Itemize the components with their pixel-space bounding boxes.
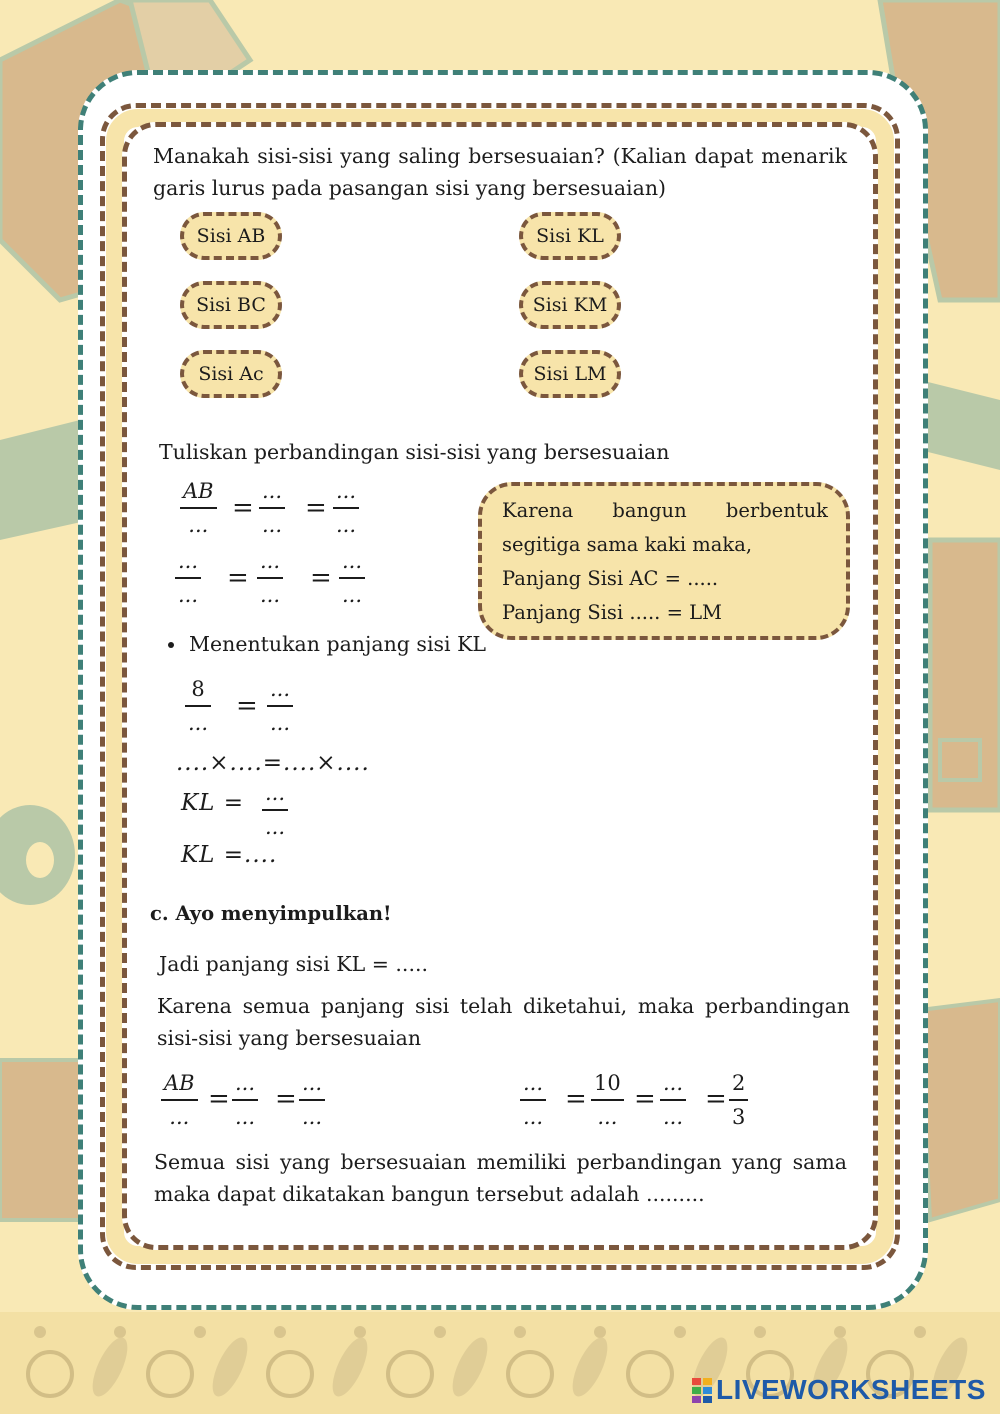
blank-input[interactable]: ... [597, 1105, 618, 1129]
fraction-ten: 10 ... [591, 1070, 624, 1130]
pill-sisi-ab[interactable]: Sisi AB [180, 212, 282, 260]
kl-answer[interactable]: Jadi panjang sisi KL = ..... [159, 952, 428, 976]
callout-line-3: Panjang Sisi AC = ..... [502, 567, 719, 590]
equals-sign: = [310, 563, 332, 593]
conclusion-paragraph: Karena semua panjang sisi telah diketahui, maka perbandingan sisi-sisi yang bersesuaian [157, 994, 850, 1050]
final-statement[interactable]: Semua sisi yang bersesuaian memiliki perbandingan yang sama maka dapat dikatakan bangun tersebut adalah ......... [154, 1150, 847, 1206]
blank-input[interactable]: ... [235, 1071, 256, 1095]
blank-input[interactable]: ... [270, 711, 291, 735]
pill-sisi-kl[interactable]: Sisi KL [519, 212, 621, 260]
isosceles-callout [478, 482, 850, 640]
kl-final[interactable]: KL =.... [181, 842, 278, 868]
equals-sign: = [305, 493, 327, 523]
cross-multiply-line[interactable]: ....×....=....×.... [176, 750, 370, 776]
fraction-blank [232, 1070, 258, 1130]
liveworksheets-logo[interactable]: LIVEWORKSHEETS [716, 1374, 986, 1405]
blank-input[interactable]: ... [188, 711, 209, 735]
equals-sign: = [227, 563, 249, 593]
blank-input[interactable]: ... [178, 549, 199, 573]
pill-sisi-lm[interactable]: Sisi LM [519, 350, 621, 398]
blank-input[interactable]: ... [260, 583, 281, 607]
section-heading: c. Ayo menyimpulkan! [150, 902, 392, 925]
fraction-blank [333, 478, 359, 538]
fraction-ab: AB ... [161, 1070, 198, 1130]
fraction-blank [257, 548, 283, 608]
blank-input[interactable]: ... [336, 479, 357, 503]
bullet-dot [168, 642, 174, 648]
blank-input[interactable]: ... [235, 1105, 256, 1129]
intro-question: Manakah sisi-sisi yang saling bersesuaian? (Kalian dapat menarik garis lurus pada pasangan sisi yang bersesuaian) [153, 144, 847, 200]
kl-label: KL = [181, 790, 245, 816]
ratio-instruction: Tuliskan perbandingan sisi-sisi yang bersesuaian [159, 440, 670, 464]
callout-line-4: Panjang Sisi ..... = LM [502, 601, 723, 624]
fraction-blank [339, 548, 365, 608]
equals-sign: = [275, 1084, 297, 1114]
liveworksheets-logo-icon [692, 1378, 714, 1404]
kl-bullet-text: Menentukan panjang sisi KL [189, 632, 487, 656]
fraction-blank [660, 1070, 686, 1130]
blank-input[interactable]: ... [265, 815, 286, 839]
blank-input[interactable]: ... [302, 1105, 323, 1129]
blank-input[interactable]: ... [336, 513, 357, 537]
blank-input[interactable]: ... [342, 583, 363, 607]
blank-input[interactable]: ... [178, 583, 199, 607]
equals-sign: = [634, 1084, 656, 1114]
blank-input[interactable]: ... [523, 1105, 544, 1129]
fraction-two-thirds: 2 3 [729, 1070, 748, 1130]
equals-sign: = [236, 691, 258, 721]
equals-sign: = [565, 1084, 587, 1114]
blank-input[interactable]: ... [302, 1071, 323, 1095]
blank-input[interactable]: ... [342, 549, 363, 573]
blank-input[interactable]: ... [523, 1071, 544, 1095]
blank-input[interactable]: ... [260, 549, 281, 573]
fraction-blank [267, 676, 293, 736]
pill-sisi-ac[interactable]: Sisi Ac [180, 350, 282, 398]
fraction-blank [175, 548, 201, 608]
fraction-eight: 8 ... [185, 676, 211, 736]
blank-input[interactable]: ... [663, 1071, 684, 1095]
fraction-ab: AB ... [180, 478, 217, 538]
fraction-blank [262, 780, 288, 840]
callout-line-1: Karena bangun berbentuk [502, 499, 828, 522]
fraction-blank [520, 1070, 546, 1130]
blank-input[interactable]: ... [262, 479, 283, 503]
equals-sign: = [232, 493, 254, 523]
pill-sisi-bc[interactable]: Sisi BC [180, 281, 282, 329]
blank-input[interactable]: ... [663, 1105, 684, 1129]
blank-input[interactable]: ... [270, 677, 291, 701]
equals-sign: = [208, 1084, 230, 1114]
blank-input[interactable]: ... [262, 513, 283, 537]
fraction-blank [299, 1070, 325, 1130]
blank-input[interactable]: ... [188, 513, 209, 537]
callout-line-2: segitiga sama kaki maka, [502, 533, 753, 556]
blank-input[interactable]: ... [265, 781, 286, 805]
blank-input[interactable]: ... [169, 1105, 190, 1129]
fraction-blank [259, 478, 285, 538]
pill-sisi-km[interactable]: Sisi KM [519, 281, 621, 329]
equals-sign: = [705, 1084, 727, 1114]
